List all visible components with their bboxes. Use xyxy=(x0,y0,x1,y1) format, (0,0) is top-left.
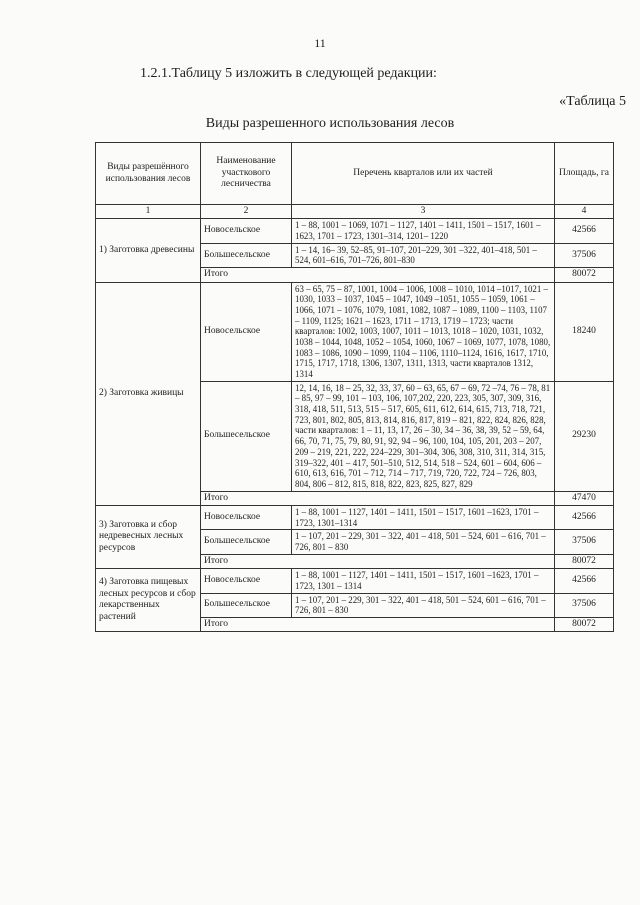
column-number: 1 xyxy=(96,205,201,219)
amendment-instruction: 1.2.1.Таблицу 5 изложить в следующей редакции: xyxy=(140,66,437,81)
quarters-cell: 1 – 107, 201 – 229, 301 – 322, 401 – 418, 501 – 524, 601 – 616, 701 – 726, 801 – 830 xyxy=(292,530,555,554)
table-title: Виды разрешенного использования лесов xyxy=(205,116,455,131)
column-number: 3 xyxy=(292,205,555,219)
quarters-cell: 1 – 88, 1001 – 1127, 1401 – 1411, 1501 – 1517, 1601 –1623, 1701 – 1723, 1301 – 1314 xyxy=(292,569,555,593)
area-cell: 37506 xyxy=(555,243,614,267)
use-type-cell: 3) Заготовка и сбор недревесных лесных ресурсов xyxy=(96,505,201,568)
header-use-type: Виды разрешённого использования лесов xyxy=(96,143,201,205)
forestry-cell: Новосельское xyxy=(201,219,292,243)
table-row xyxy=(96,505,614,529)
area-cell: 42566 xyxy=(555,505,614,529)
total-area-cell: 47470 xyxy=(555,491,614,505)
column-number: 2 xyxy=(201,205,292,219)
total-area-cell: 80072 xyxy=(555,617,614,631)
total-area-cell: 80072 xyxy=(555,554,614,568)
forestry-cell: Новосельское xyxy=(201,569,292,593)
forestry-cell: Большесельское xyxy=(201,593,292,617)
use-type-cell: 4) Заготовка пищевых лесных ресурсов и сбор лекарственных растений xyxy=(96,569,201,632)
forestry-cell: Большесельское xyxy=(201,243,292,267)
total-label: Итого xyxy=(201,617,555,631)
total-label: Итого xyxy=(201,491,555,505)
table-row xyxy=(96,282,614,381)
area-cell: 29230 xyxy=(555,381,614,491)
table-row xyxy=(96,569,614,593)
area-cell: 42566 xyxy=(555,569,614,593)
page-number: 11 xyxy=(314,36,326,50)
total-label: Итого xyxy=(201,268,555,282)
forestry-cell: Новосельское xyxy=(201,505,292,529)
area-cell: 37506 xyxy=(555,530,614,554)
use-type-cell: 2) Заготовка живицы xyxy=(96,282,201,505)
area-cell: 18240 xyxy=(555,282,614,381)
quarters-cell: 63 – 65, 75 – 87, 1001, 1004 – 1006, 1008 – 1010, 1014 –1017, 1021 – 1030, 1033 – 1037, 1045 – 1047, 1049 –1051, 1055 – 1059, 1061 – 1066, 1071 – 1076, 1079, 1081, 1082, 1087 – 1089, 1100 – 1103, 1107 – 1109, 1125; 1621 – 1623, 1711 – 1713, 1719 – 1723; части кварталов: 1002, 1003, 1007, 1011 – 1013, 1018 – 1020, 1031, 1032, 1038 – 1044, 1048, 1052 – 1054, 1060, 1067 – 1069, 1077, 1078, 1080, 1083 – 1086, 1090 – 1099, 1104 – 1106, 1110–1124, 1616, 1617, 1710, 1715, 1717, 1718, 1306, 1307, 1311, 1313, части кварталов 1312, 1314 xyxy=(292,282,555,381)
header-area: Площадь, га xyxy=(555,143,614,205)
quarters-cell: 1 – 107, 201 – 229, 301 – 322, 401 – 418, 501 – 524, 601 – 616, 701 – 726, 801 – 830 xyxy=(292,593,555,617)
quarters-cell: 1 – 88, 1001 – 1069, 1071 – 1127, 1401 – 1411, 1501 – 1517, 1601 –1623, 1701 – 1723, 1301–314, 1201– 1220 xyxy=(292,219,555,243)
header-forestry: Наименование участкового лесничества xyxy=(201,143,292,205)
forestry-cell: Большесельское xyxy=(201,381,292,491)
forest-use-table xyxy=(95,142,614,632)
area-cell: 37506 xyxy=(555,593,614,617)
area-cell: 42566 xyxy=(555,219,614,243)
use-type-cell: 1) Заготовка древесины xyxy=(96,219,201,282)
table-row xyxy=(96,219,614,243)
forestry-cell: Новосельское xyxy=(201,282,292,381)
quarters-cell: 1 – 88, 1001 – 1127, 1401 – 1411, 1501 – 1517, 1601 –1623, 1701 – 1723, 1301–1314 xyxy=(292,505,555,529)
total-label: Итого xyxy=(201,554,555,568)
header-quarters: Перечень кварталов или их частей xyxy=(292,143,555,205)
quarters-cell: 1 – 14, 16– 39, 52–85, 91–107, 201–229, 301 –322, 401–418, 501 – 524, 601–616, 701–726, 801–830 xyxy=(292,243,555,267)
quarters-cell: 12, 14, 16, 18 – 25, 32, 33, 37, 60 – 63, 65, 67 – 69, 72 –74, 76 – 78, 81 – 85, 97 – 99, 101 – 103, 106, 107,202, 220, 223, 305, 307, 309, 316, 318, 418, 511, 513, 515 – 517, 605, 611, 612, 614, 615, 713, 718, 721, 723, 801, 802, 805, 813, 814, 816, 817, 819 – 821, 822, 824, 826, 828, части кварталов: 1 – 11, 13, 17, 26 – 30, 34 – 36, 38, 39, 52 – 59, 64, 66, 70, 71, 75, 79, 80, 91, 92, 94 – 96, 100, 104, 105, 201, 203 – 207, 209 – 219, 221, 222, 224–229, 301–304, 306, 308, 310, 311, 314, 315, 319–322, 401 – 417, 501–510, 512, 514, 518 – 524, 601 – 604, 606 – 610, 613, 616, 701 – 712, 714 – 717, 719, 720, 722, 724 – 726, 803, 804, 806 – 812, 815, 818, 822, 823, 825, 827, 829 xyxy=(292,381,555,491)
table-label: «Таблица 5 xyxy=(559,94,626,109)
forestry-cell: Большесельское xyxy=(201,530,292,554)
column-number: 4 xyxy=(555,205,614,219)
total-area-cell: 80072 xyxy=(555,268,614,282)
